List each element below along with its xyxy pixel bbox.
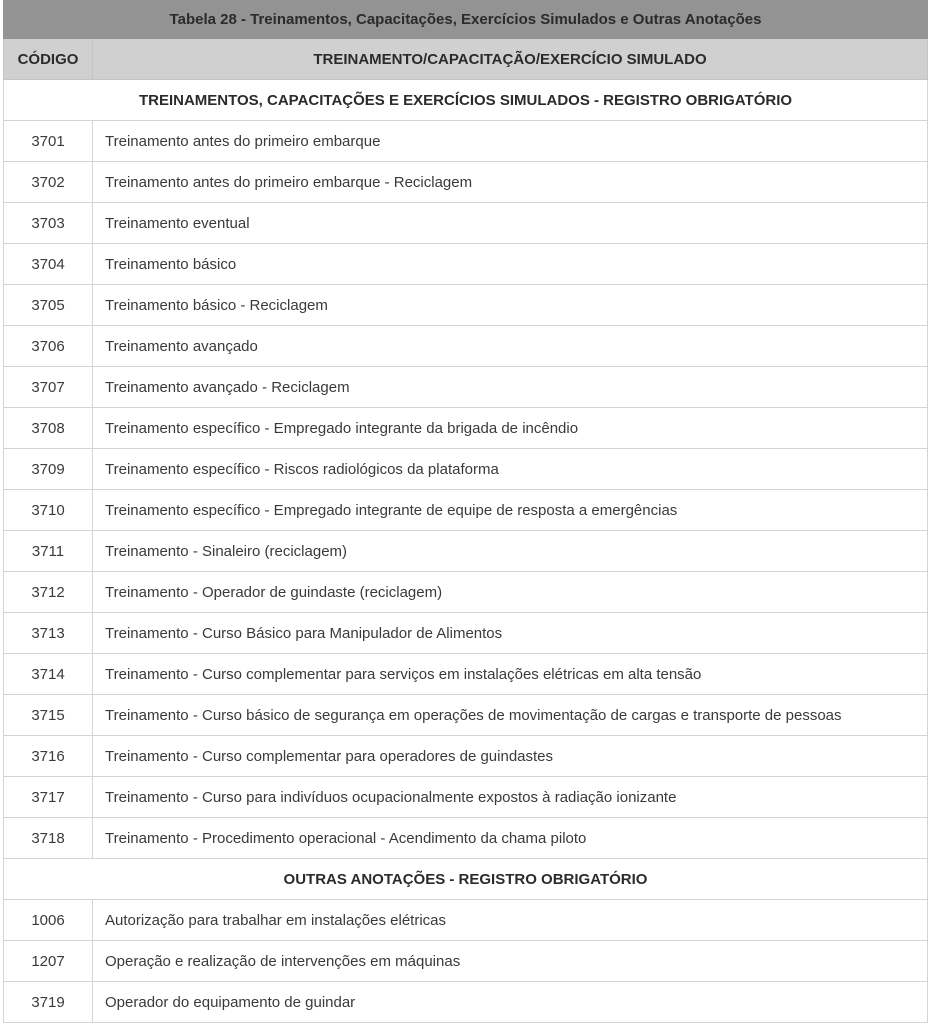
table-row xyxy=(4,982,928,1023)
row-code: 3719 xyxy=(4,982,93,1023)
row-code: 3710 xyxy=(4,490,93,531)
section-heading-row xyxy=(4,859,928,900)
table-row xyxy=(4,818,928,859)
row-description: Treinamento específico - Riscos radiológicos da plataforma xyxy=(93,449,928,490)
row-description: Treinamento específico - Empregado integrante de equipe de resposta a emergências xyxy=(93,490,928,531)
row-description: Treinamento - Procedimento operacional - Acendimento da chama piloto xyxy=(93,818,928,859)
row-description: Treinamento - Operador de guindaste (reciclagem) xyxy=(93,572,928,613)
table-row xyxy=(4,285,928,326)
table-body xyxy=(4,80,928,1023)
row-code: 3713 xyxy=(4,613,93,654)
row-description: Treinamento básico - Reciclagem xyxy=(93,285,928,326)
table-row xyxy=(4,244,928,285)
row-code: 3717 xyxy=(4,777,93,818)
table-row xyxy=(4,367,928,408)
row-code: 3704 xyxy=(4,244,93,285)
table-row xyxy=(4,449,928,490)
table-row xyxy=(4,900,928,941)
section-heading: OUTRAS ANOTAÇÕES - REGISTRO OBRIGATÓRIO xyxy=(4,859,928,900)
row-code: 3706 xyxy=(4,326,93,367)
row-description: Treinamento - Curso complementar para serviços em instalações elétricas em alta tensão xyxy=(93,654,928,695)
table-row xyxy=(4,408,928,449)
row-description: Treinamento antes do primeiro embarque xyxy=(93,121,928,162)
table-row xyxy=(4,695,928,736)
table-row xyxy=(4,162,928,203)
row-description: Treinamento avançado - Reciclagem xyxy=(93,367,928,408)
table-row xyxy=(4,121,928,162)
training-table-container xyxy=(3,0,927,1023)
row-description: Treinamento - Curso para indivíduos ocupacionalmente expostos à radiação ionizante xyxy=(93,777,928,818)
row-description: Treinamento - Curso complementar para operadores de guindastes xyxy=(93,736,928,777)
row-description: Treinamento específico - Empregado integrante da brigada de incêndio xyxy=(93,408,928,449)
column-header-row xyxy=(4,39,928,80)
row-description: Operação e realização de intervenções em máquinas xyxy=(93,941,928,982)
row-code: 3709 xyxy=(4,449,93,490)
row-code: 3701 xyxy=(4,121,93,162)
row-code: 3711 xyxy=(4,531,93,572)
table-row xyxy=(4,777,928,818)
table-row xyxy=(4,613,928,654)
row-description: Treinamento antes do primeiro embarque - Reciclagem xyxy=(93,162,928,203)
row-description: Operador do equipamento de guindar xyxy=(93,982,928,1023)
row-description: Treinamento - Curso básico de segurança em operações de movimentação de cargas e transporte de pessoas xyxy=(93,695,928,736)
column-header-code: CÓDIGO xyxy=(4,39,93,80)
table-row xyxy=(4,654,928,695)
table-row xyxy=(4,736,928,777)
row-code: 3705 xyxy=(4,285,93,326)
row-code: 3712 xyxy=(4,572,93,613)
row-description: Autorização para trabalhar em instalações elétricas xyxy=(93,900,928,941)
row-code: 3708 xyxy=(4,408,93,449)
row-code: 3718 xyxy=(4,818,93,859)
row-code: 3707 xyxy=(4,367,93,408)
table-title-row xyxy=(4,1,928,39)
training-table xyxy=(3,0,928,1023)
table-row xyxy=(4,531,928,572)
section-heading-row xyxy=(4,80,928,121)
column-header-name: TREINAMENTO/CAPACITAÇÃO/EXERCÍCIO SIMULADO xyxy=(93,39,928,80)
row-description: Treinamento - Curso Básico para Manipulador de Alimentos xyxy=(93,613,928,654)
row-code: 1207 xyxy=(4,941,93,982)
row-code: 3702 xyxy=(4,162,93,203)
row-description: Treinamento avançado xyxy=(93,326,928,367)
table-row xyxy=(4,941,928,982)
row-code: 3715 xyxy=(4,695,93,736)
section-heading: TREINAMENTOS, CAPACITAÇÕES E EXERCÍCIOS SIMULADOS - REGISTRO OBRIGATÓRIO xyxy=(4,80,928,121)
table-title: Tabela 28 - Treinamentos, Capacitações, Exercícios Simulados e Outras Anotações xyxy=(4,1,928,39)
row-code: 3716 xyxy=(4,736,93,777)
table-row xyxy=(4,326,928,367)
row-code: 1006 xyxy=(4,900,93,941)
row-description: Treinamento básico xyxy=(93,244,928,285)
row-code: 3714 xyxy=(4,654,93,695)
table-row xyxy=(4,490,928,531)
row-code: 3703 xyxy=(4,203,93,244)
row-description: Treinamento - Sinaleiro (reciclagem) xyxy=(93,531,928,572)
table-row xyxy=(4,572,928,613)
table-row xyxy=(4,203,928,244)
row-description: Treinamento eventual xyxy=(93,203,928,244)
